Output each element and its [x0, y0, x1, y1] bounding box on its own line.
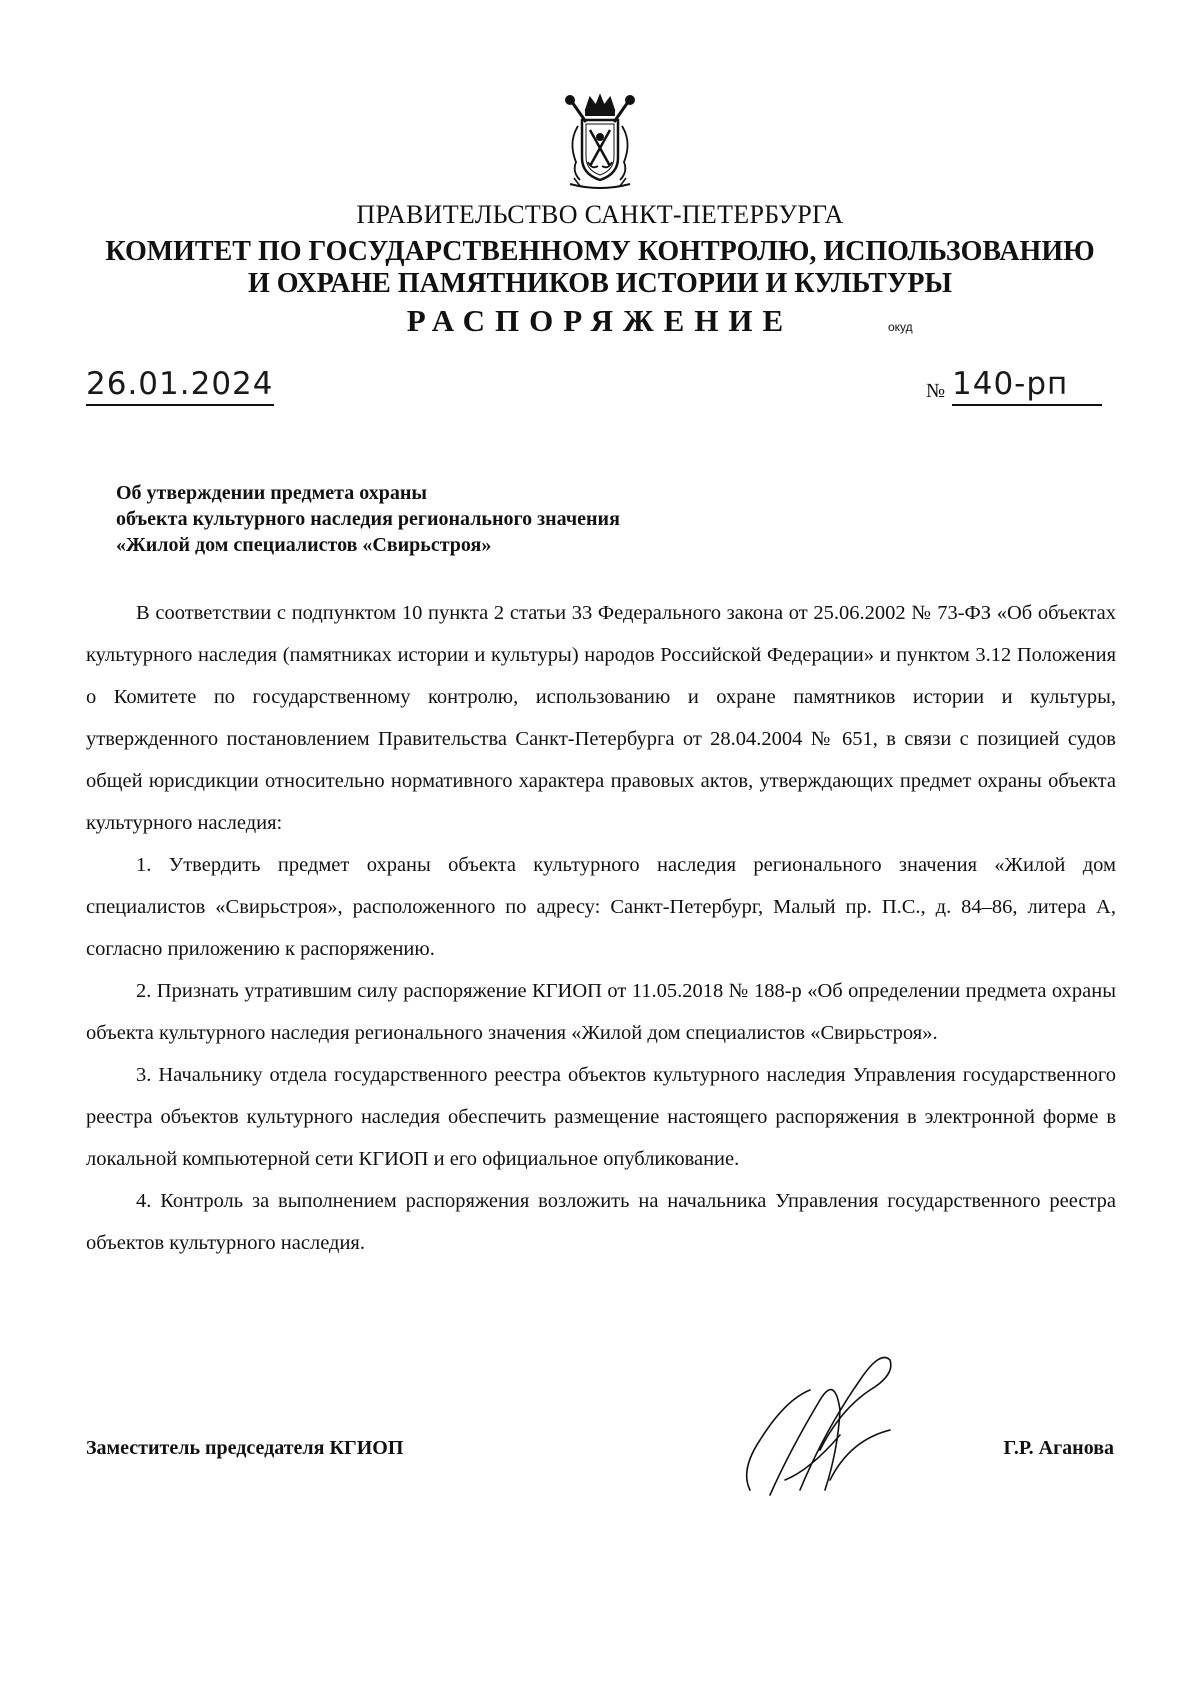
- order-item-3: 3. Начальнику отдела государственного реестра объектов культурного наследия Управления государственного реестра объектов культурного наследия обеспечить размещение настоящего распоряжения в электронной форме в локальной компьютерной сети КГИОП и его официальное опубликование.: [86, 1064, 1116, 1170]
- committee-name-line-1: КОМИТЕТ ПО ГОСУДАРСТВЕННОМУ КОНТРОЛЮ, ИСПОЛЬЗОВАНИЮ: [105, 236, 1095, 267]
- government-name: ПРАВИТЕЛЬСТВО САНКТ-ПЕТЕРБУРГА: [356, 200, 844, 229]
- okud-label: окуд: [888, 320, 913, 334]
- coat-of-arms-icon: [556, 92, 644, 192]
- order-item-4: 4. Контроль за выполнением распоряжения возложить на начальника Управления государственного реестра объектов культурного наследия.: [86, 1190, 1116, 1254]
- document-type: РАСПОРЯЖЕНИЕ: [406, 303, 794, 338]
- order-item-1: 1. Утвердить предмет охраны объекта культурного наследия регионального значения «Жилой дом специалистов «Свирьстроя», расположенного по адресу: Санкт-Петербург, Малый пр. П.С., д. 84–86, литера А, согласно приложению к распоряжению.: [86, 854, 1116, 960]
- order-item-2: 2. Признать утратившим силу распоряжение КГИОП от 11.05.2018 № 188-р «Об определении предмета охраны объекта культурного наследия регионального значения «Жилой дом специалистов «Свирьстроя».: [86, 980, 1116, 1044]
- document-number-label: №: [926, 380, 946, 402]
- signatory-name: Г.Р. Аганова: [1003, 1437, 1114, 1459]
- preamble-paragraph: В соответствии с подпунктом 10 пункта 2 статьи 33 Федерального закона от 25.06.2002 № 73-ФЗ «Об объектах культурного наследия (памятниках истории и культуры) народов Российской Федерации» и пунктом 3.12 Положения о Комитете по государственному контролю, использованию и охране памятников истории и культуры, утвержденного постановлением Правительства Санкт-Петербурга от 28.04.2004 № 651, в связи с позицией судов общей юрисдикции относительно нормативного характера правовых актов, утверждающих предмет охраны объекта культурного наследия:: [86, 602, 1116, 834]
- subject-line: Об утверждении предмета охраны: [116, 482, 427, 504]
- subject-line: объекта культурного наследия регионального значения: [116, 508, 620, 530]
- document-date: 26.01.2024: [86, 366, 274, 406]
- handwritten-signature-icon: [730, 1340, 930, 1510]
- subject-line: «Жилой дом специалистов «Свирьстроя»: [116, 534, 492, 556]
- document-subject: [116, 480, 620, 558]
- document-body: [86, 592, 1116, 1264]
- signatory-role: Заместитель председателя КГИОП: [86, 1437, 404, 1459]
- document-number: 140-рп: [952, 366, 1102, 406]
- committee-name-line-2: И ОХРАНЕ ПАМЯТНИКОВ ИСТОРИИ И КУЛЬТУРЫ: [248, 268, 952, 299]
